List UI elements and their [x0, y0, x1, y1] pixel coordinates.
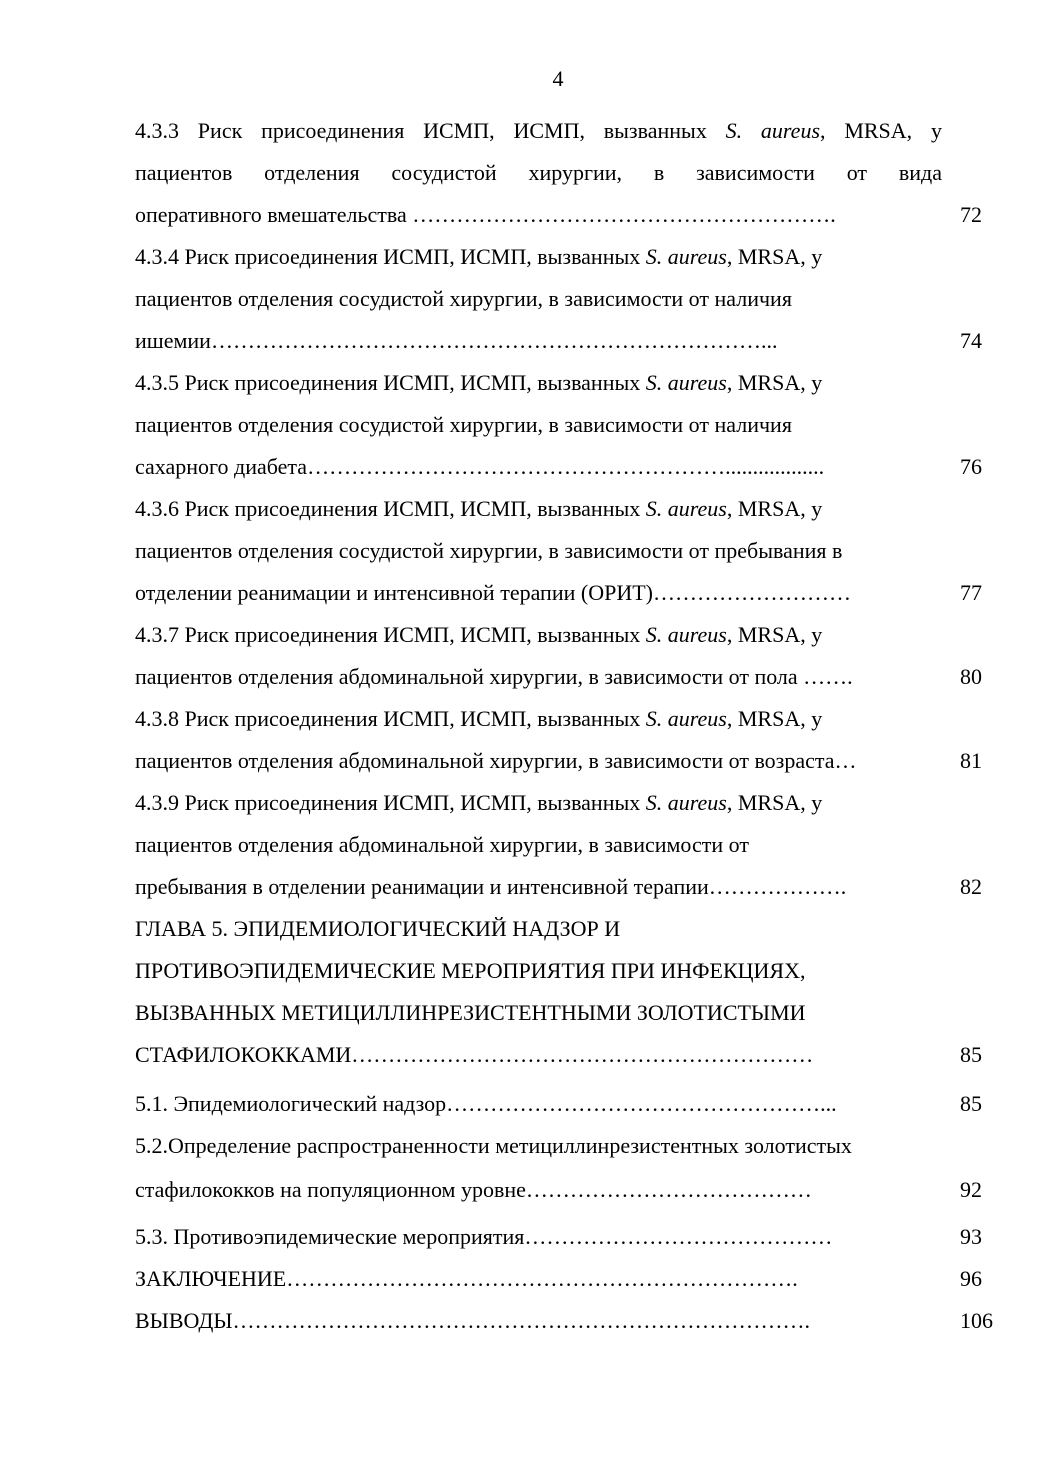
toc-line: пребывания в отделении реанимации и интенсивной терапии………………. [135, 874, 847, 899]
toc-page-number: 85 [960, 1091, 982, 1116]
toc-page-number: 92 [960, 1177, 982, 1202]
toc-line: 4.3.7 Риск присоединения ИСМП, ИСМП, вызванных S. aureus, MRSA, у [135, 622, 823, 647]
toc-line: 4.3.4 Риск присоединения ИСМП, ИСМП, вызванных S. aureus, MRSA, у [135, 244, 823, 269]
toc-line: отделении реанимации и интенсивной терапии (ОРИТ)……………………… [135, 580, 851, 605]
toc-chapter-line: СТАФИЛОКОККАМИ……………………………………………………… [135, 1042, 814, 1067]
toc-page-number: 93 [960, 1224, 982, 1249]
toc-chapter-line: ВЫЗВАННЫХ МЕТИЦИЛЛИНРЕЗИСТЕНТНЫМИ ЗОЛОТИСТЫМИ [135, 1000, 806, 1025]
toc-line: пациентов отделения сосудистой хирургии, в зависимости от наличия [135, 412, 792, 437]
toc-page-number: 74 [960, 328, 982, 353]
toc-line: пациентов отделения абдоминальной хирургии, в зависимости от возраста… [135, 748, 857, 773]
toc-line: стафилококков на популяционном уровне………………………………… [135, 1177, 812, 1202]
toc-line: 5.2.Определение распространенности метициллинрезистентных золотистых [135, 1133, 852, 1158]
toc-page-number: 85 [960, 1042, 982, 1067]
toc-page-number: 106 [960, 1308, 993, 1333]
toc-page-number: 80 [960, 664, 982, 689]
toc-line: пациентов отделения сосудистой хирургии, в зависимости от наличия [135, 286, 792, 311]
toc-line: 5.1. Эпидемиологический надзор……………………………………………... [135, 1091, 837, 1116]
toc-line: оперативного вмешательства …………………………………………………. [135, 202, 836, 227]
toc-page-number: 81 [960, 748, 982, 773]
toc-page-number: 82 [960, 874, 982, 899]
toc-line: 4.3.9 Риск присоединения ИСМП, ИСМП, вызванных S. aureus, MRSA, у [135, 790, 823, 815]
toc-line: 4.3.6 Риск присоединения ИСМП, ИСМП, вызванных S. aureus, MRSA, у [135, 496, 823, 521]
toc-line: ЗАКЛЮЧЕНИЕ……………………………………………………………. [135, 1266, 798, 1291]
toc-line: ишемии…………………………………………………………………... [135, 328, 778, 353]
toc-chapter-line: ГЛАВА 5. ЭПИДЕМИОЛОГИЧЕСКИЙ НАДЗОР И [135, 916, 621, 941]
toc-line: сахарного диабета………………………………………………….................. [135, 454, 825, 479]
toc-page-number: 96 [960, 1266, 982, 1291]
toc-line: пациентов отделения сосудистой хирургии, в зависимости от вида [135, 160, 942, 185]
toc-chapter-line: ПРОТИВОЭПИДЕМИЧЕСКИЕ МЕРОПРИЯТИЯ ПРИ ИНФЕКЦИЯХ, [135, 958, 806, 983]
toc-page-number: 77 [960, 580, 982, 605]
toc-line: пациентов отделения сосудистой хирургии, в зависимости от пребывания в [135, 538, 843, 563]
toc-page-number: 76 [960, 454, 982, 479]
toc-line: ВЫВОДЫ……………………………………………………………………. [135, 1308, 811, 1333]
toc-line: пациентов отделения абдоминальной хирургии, в зависимости от [135, 832, 749, 857]
toc-line: 4.3.8 Риск присоединения ИСМП, ИСМП, вызванных S. aureus, MRSA, у [135, 706, 823, 731]
toc-line: пациентов отделения абдоминальной хирургии, в зависимости от пола ……. [135, 664, 853, 689]
page-number: 4 [552, 66, 564, 91]
toc-line: 4.3.5 Риск присоединения ИСМП, ИСМП, вызванных S. aureus, MRSA, у [135, 370, 823, 395]
toc-line: 4.3.3 Риск присоединения ИСМП, ИСМП, вызванных S. aureus, MRSA, у [135, 118, 942, 143]
toc-page-number: 72 [960, 202, 982, 227]
toc-line: 5.3. Противоэпидемические мероприятия…………………………………… [135, 1224, 833, 1249]
